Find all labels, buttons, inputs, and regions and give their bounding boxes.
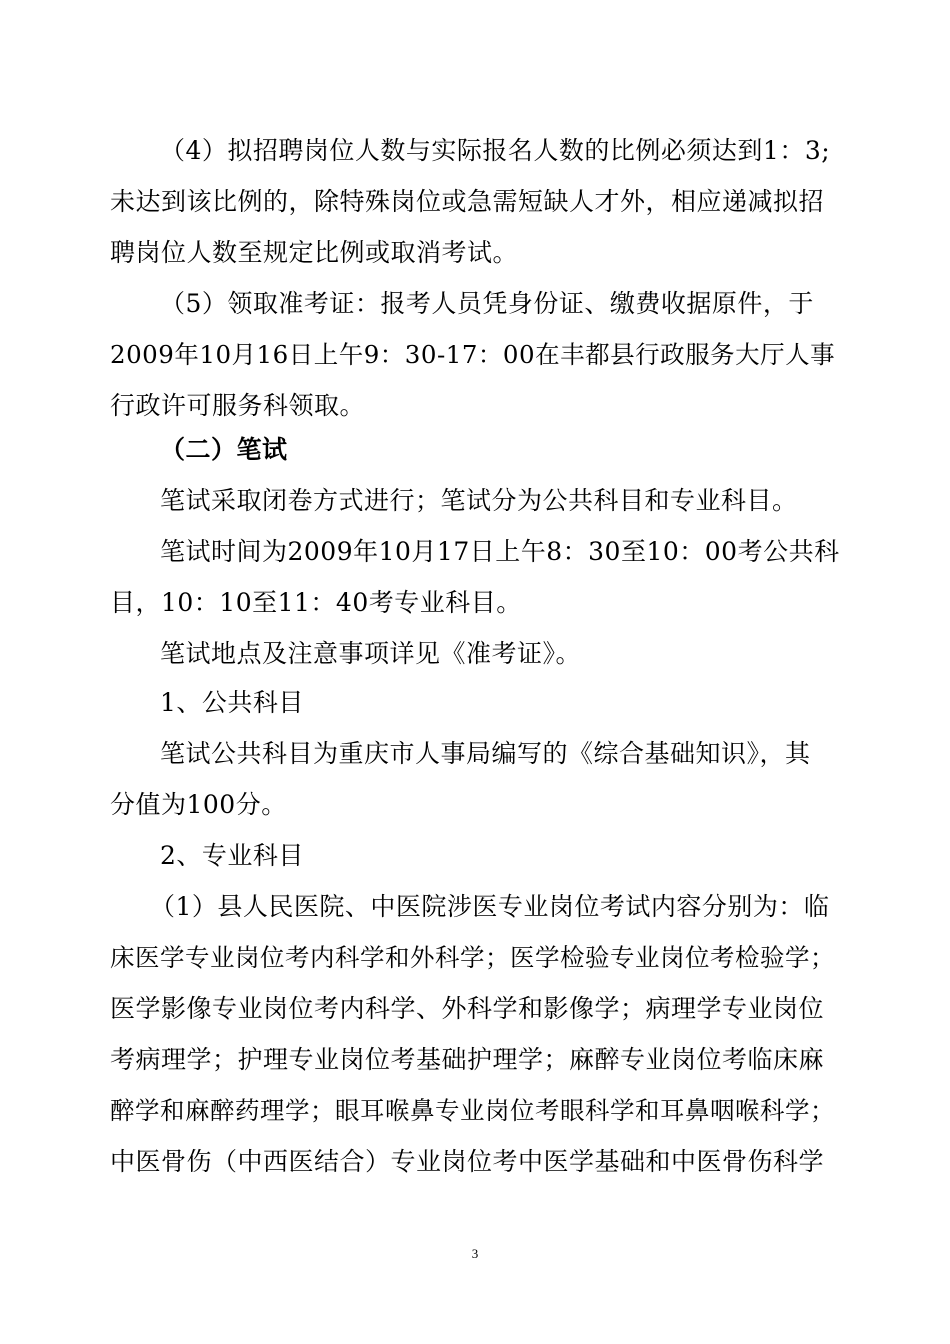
paragraph-line: 未达到该比例的，除特殊岗位或急需短缺人才外，相应递减拟招 (110, 187, 825, 216)
paragraph-line: 2009年10月16日上午9：30-17：00在丰都县行政服务大厅人事 (110, 340, 836, 369)
paragraph-line: 醉学和麻醉药理学；眼耳喉鼻专业岗位考眼科学和耳鼻咽喉科学； (110, 1096, 835, 1125)
paragraph-line: 笔试时间为2009年10月17日上午8：30至10：00考公共科 (160, 537, 840, 566)
paragraph-line: 行政许可服务科领取。 (110, 391, 366, 420)
paragraph-line: 医学影像专业岗位考内科学、外科学和影像学；病理学专业岗位 (110, 994, 825, 1023)
paragraph-line: 目，10：10至11：40考专业科目。 (110, 588, 522, 617)
paragraph-line: 中医骨伤（中西医结合）专业岗位考中医学基础和中医骨伤科学 (110, 1147, 825, 1176)
subsection-heading: 2、专业科目 (160, 841, 304, 870)
paragraph-line: 床医学专业岗位考内科学和外科学；医学检验专业岗位考检验学； (110, 943, 835, 972)
paragraph-line: 笔试采取闭卷方式进行；笔试分为公共科目和专业科目。 (160, 486, 798, 515)
paragraph-line: （4）拟招聘岗位人数与实际报名人数的比例必须达到1：3; (160, 136, 831, 165)
paragraph-line: （1）县人民医院、中医院涉医专业岗位考试内容分别为：临 (150, 892, 830, 921)
paragraph-line: 分值为100分。 (110, 790, 287, 819)
subsection-heading: 1、公共科目 (160, 688, 304, 717)
page-number: 3 (471, 1246, 479, 1261)
paragraph-line: 聘岗位人数至规定比例或取消考试。 (110, 238, 519, 267)
paragraph-line: 考病理学；护理专业岗位考基础护理学；麻醉专业岗位考临床麻 (110, 1045, 825, 1074)
paragraph-line: （5）领取准考证：报考人员凭身份证、缴费收据原件，于 (160, 289, 814, 318)
paragraph-line: 笔试公共科目为重庆市人事局编写的《综合基础知识》，其 (160, 739, 811, 768)
section-heading: （二）笔试 (160, 435, 288, 464)
paragraph-line: 笔试地点及注意事项详见《准考证》。 (160, 639, 582, 668)
